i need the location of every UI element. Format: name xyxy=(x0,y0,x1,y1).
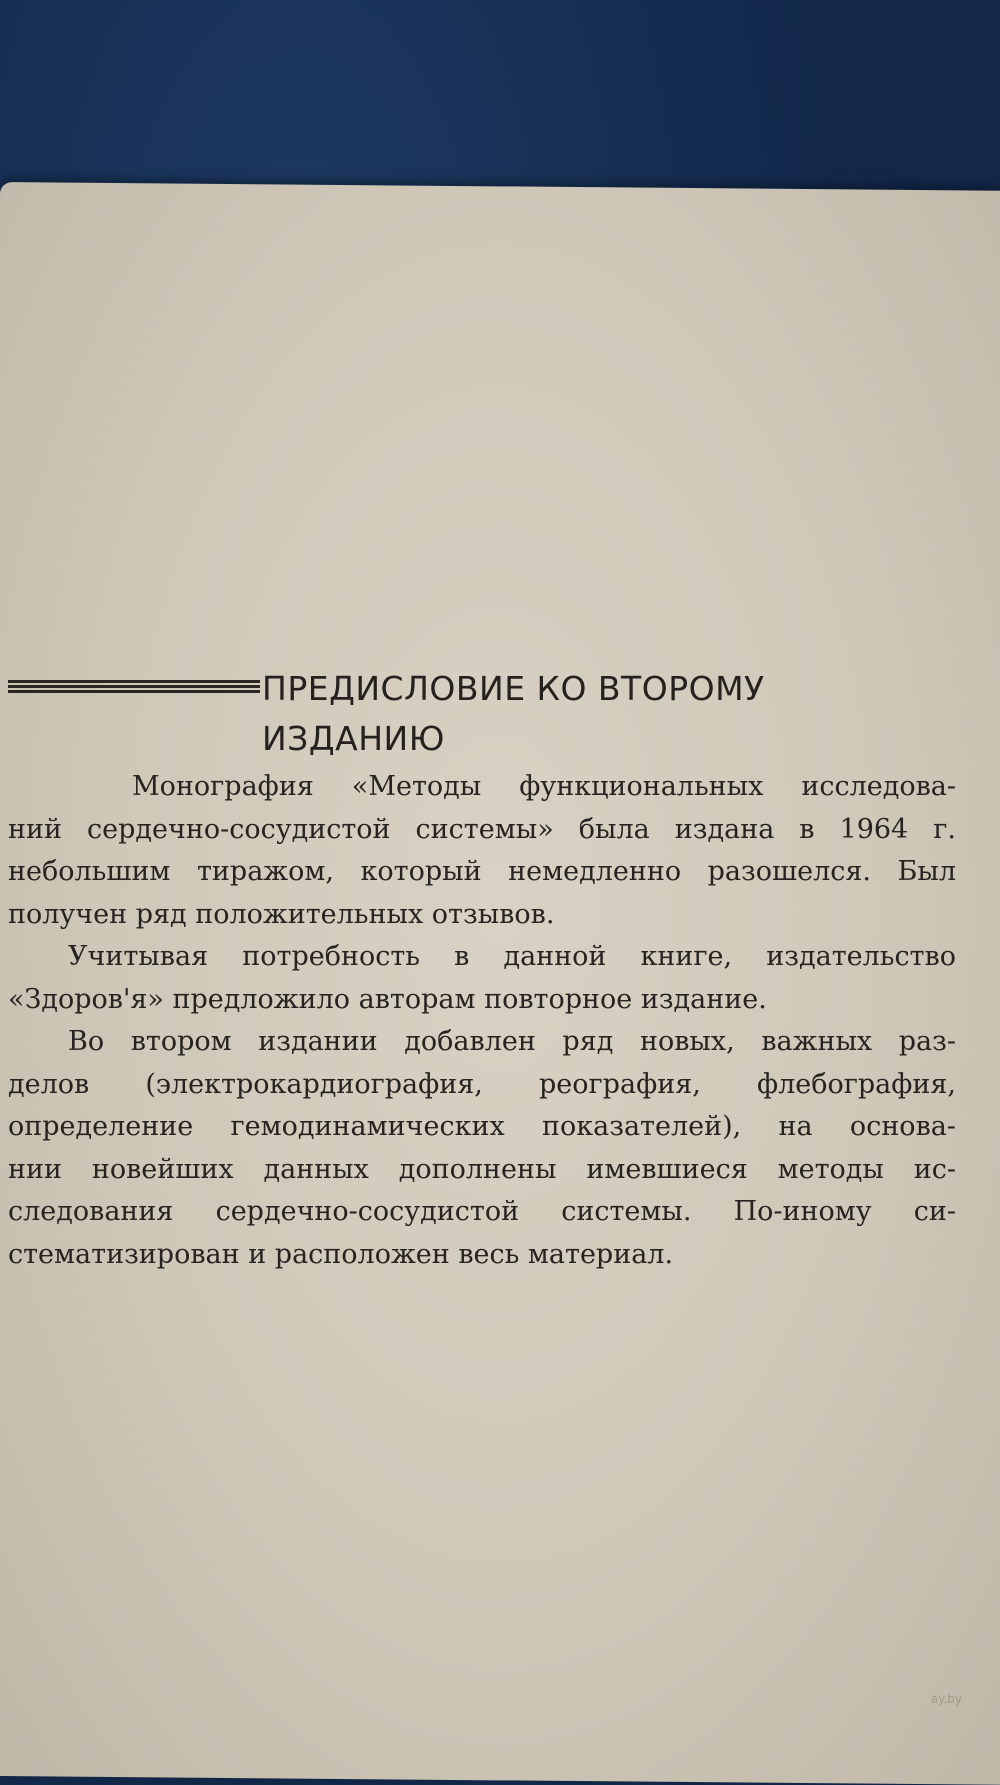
title-line-2: ИЗДАНИЮ xyxy=(262,719,445,758)
page-title xyxy=(262,664,765,764)
watermark: ay.by xyxy=(930,1692,962,1706)
text-line: Во втором издании добавлен ряд новых, важных раз- xyxy=(68,1026,956,1057)
text-line: Монография «Методы функциональных исследова- xyxy=(132,771,956,802)
text-line: делов (электрокардиография, реография, флебография, xyxy=(8,1068,956,1100)
body-text xyxy=(8,766,956,1276)
rule-line xyxy=(8,680,260,683)
text-line: нии новейших данных дополнены имевшиеся методы ис- xyxy=(8,1153,956,1185)
text-line: небольшим тиражом, который немедленно разошелся. Был xyxy=(8,856,956,887)
title-line-1: ПРЕДИСЛОВИЕ КО ВТОРОМУ xyxy=(262,669,765,708)
text-line: следования сердечно-сосудистой системы. По-иному си- xyxy=(8,1196,956,1227)
rule-line xyxy=(8,690,260,693)
text-line: ний сердечно-сосудистой системы» была издана в 1964 г. xyxy=(8,813,956,845)
text-line: определение гемодинамических показателей), на основа- xyxy=(8,1111,956,1142)
text-line: «Здоров'я» предложило авторам повторное издание. xyxy=(8,983,767,1015)
text-line: Учитывая потребность в данной книге, издательство xyxy=(68,941,956,972)
text-line: получен ряд положительных отзывов. xyxy=(8,898,555,930)
rule-line xyxy=(8,685,260,688)
text-line: стематизирован и расположен весь материал. xyxy=(8,1238,674,1270)
heading-decorative-rule xyxy=(8,680,260,694)
